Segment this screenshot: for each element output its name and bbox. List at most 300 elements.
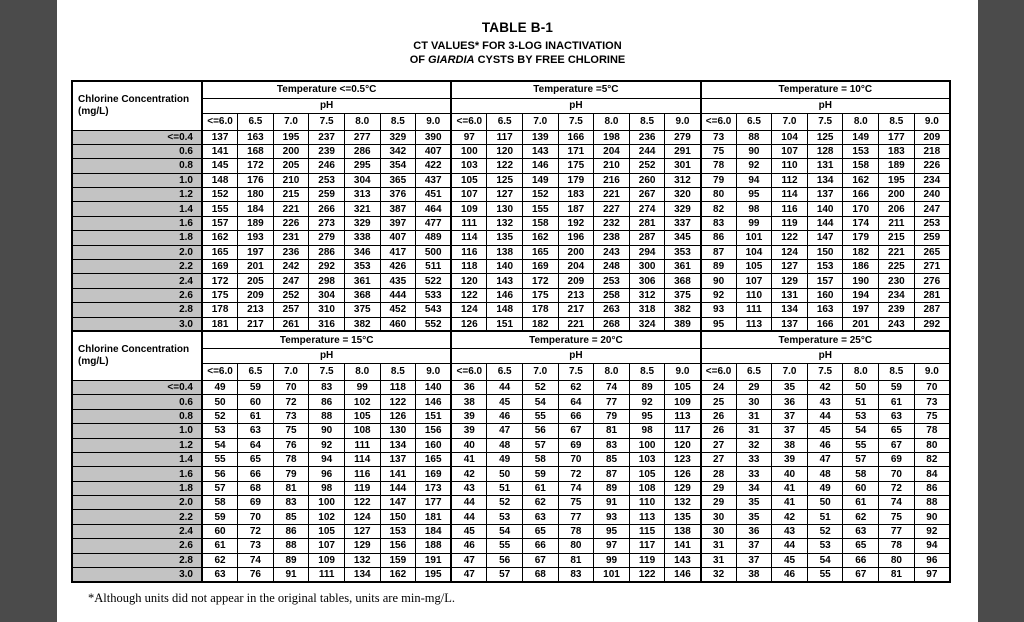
ct-value-cell: 174: [843, 216, 879, 230]
table-row: [72, 159, 950, 173]
ct-value-cell: 464: [416, 202, 452, 216]
ph-header-row: [72, 348, 950, 363]
ct-value-cell: 316: [309, 317, 345, 331]
table-row: [72, 231, 950, 245]
ct-value-cell: 134: [344, 568, 380, 582]
chlorine-row-label: 3.0: [72, 317, 202, 331]
ct-value-cell: 111: [736, 303, 772, 317]
table-row: [72, 317, 950, 331]
ct-value-cell: 116: [344, 467, 380, 481]
ct-value-cell: 260: [629, 173, 665, 187]
ct-value-cell: 43: [772, 524, 808, 538]
ph-column-header: <=6.0: [701, 113, 737, 130]
ct-value-cell: 152: [202, 188, 238, 202]
ct-value-cell: 40: [451, 438, 487, 452]
ph-column-header: 8.5: [629, 113, 665, 130]
ct-value-cell: 80: [701, 188, 737, 202]
ct-value-cell: 129: [772, 274, 808, 288]
ct-value-cell: 85: [594, 452, 630, 466]
ct-value-cell: 52: [202, 409, 238, 423]
ct-value-cell: 56: [487, 553, 523, 567]
ct-value-cell: 511: [416, 260, 452, 274]
table-row: [72, 380, 950, 394]
ct-value-cell: 70: [914, 380, 950, 394]
ct-value-cell: 324: [629, 317, 665, 331]
ph-column-header: 8.5: [380, 113, 416, 130]
ct-value-cell: 77: [594, 395, 630, 409]
ct-value-cell: 117: [487, 130, 523, 144]
table-row: [72, 510, 950, 524]
ct-value-cell: 47: [807, 452, 843, 466]
ct-value-cell: 143: [665, 553, 701, 567]
ph-header: pH: [202, 98, 451, 113]
ph-column-header: 8.0: [344, 113, 380, 130]
ct-value-cell: 29: [701, 481, 737, 495]
ct-value-cell: 83: [273, 496, 309, 510]
temperature-header: Temperature <=0.5°C: [202, 81, 451, 98]
ct-value-cell: 55: [522, 409, 558, 423]
ct-value-cell: 257: [273, 303, 309, 317]
ct-value-cell: 54: [487, 524, 523, 538]
ct-value-cell: 160: [416, 438, 452, 452]
ct-value-cell: 92: [914, 524, 950, 538]
ct-value-cell: 36: [736, 524, 772, 538]
chlorine-row-label: 0.6: [72, 144, 202, 158]
viewer-left-gutter: [0, 0, 57, 622]
ct-value-cell: 90: [309, 424, 345, 438]
ct-value-cell: 146: [522, 159, 558, 173]
ph-column-header: 7.0: [772, 113, 808, 130]
ct-value-cell: 108: [344, 424, 380, 438]
ct-value-cell: 451: [416, 188, 452, 202]
table-row: [72, 424, 950, 438]
ct-value-cell: 287: [629, 231, 665, 245]
ct-value-cell: 389: [665, 317, 701, 331]
ct-value-cell: 127: [487, 188, 523, 202]
ct-value-cell: 191: [416, 553, 452, 567]
ct-value-cell: 109: [451, 202, 487, 216]
temperature-header-row: [72, 331, 950, 348]
ct-value-cell: 70: [558, 452, 594, 466]
ct-value-cell: 80: [914, 438, 950, 452]
ct-value-cell: 96: [914, 553, 950, 567]
ct-value-cell: 83: [309, 380, 345, 394]
chlorine-row-label: <=0.4: [72, 380, 202, 394]
ct-value-cell: 143: [522, 144, 558, 158]
ct-value-cell: 365: [380, 173, 416, 187]
ct-value-cell: 60: [238, 395, 274, 409]
ph-column-header: 8.5: [380, 363, 416, 380]
ct-value-cell: 130: [487, 202, 523, 216]
ct-value-cell: 86: [273, 524, 309, 538]
ct-value-cell: 195: [273, 130, 309, 144]
ph-header: pH: [202, 348, 451, 363]
ct-value-cell: 55: [807, 568, 843, 582]
ct-value-cell: 102: [344, 395, 380, 409]
chlorine-row-label: 1.2: [72, 438, 202, 452]
ct-value-cell: 137: [202, 130, 238, 144]
ph-header: pH: [701, 348, 950, 363]
ct-value-cell: 134: [380, 438, 416, 452]
ct-value-cell: 72: [879, 481, 915, 495]
ct-value-cell: 192: [558, 216, 594, 230]
ct-value-cell: 39: [451, 409, 487, 423]
chlorine-concentration-header: Chlorine Concentration (mg/L): [72, 331, 202, 380]
ct-value-cell: 172: [522, 274, 558, 288]
ct-value-cell: 118: [451, 260, 487, 274]
ct-value-cell: 345: [665, 231, 701, 245]
ct-value-cell: 105: [344, 409, 380, 423]
ct-value-cell: 148: [202, 173, 238, 187]
ct-value-cell: 98: [629, 424, 665, 438]
ct-value-cell: 115: [629, 524, 665, 538]
ph-header: pH: [451, 348, 700, 363]
table-row: [72, 188, 950, 202]
ct-value-cell: 58: [202, 496, 238, 510]
ct-value-cell: 98: [736, 202, 772, 216]
temperature-header-row: [72, 81, 950, 98]
ct-value-cell: 166: [843, 188, 879, 202]
ct-value-cell: 65: [879, 424, 915, 438]
table-row: [72, 467, 950, 481]
ct-value-cell: 122: [380, 395, 416, 409]
ct-value-cell: 31: [701, 553, 737, 567]
ct-value-cell: 368: [665, 274, 701, 288]
ct-value-cell: 279: [309, 231, 345, 245]
ct-value-cell: 107: [451, 188, 487, 202]
ph-column-header-row: [72, 113, 950, 130]
ct-value-cell: 306: [629, 274, 665, 288]
ct-value-cell: 27: [701, 452, 737, 466]
ct-value-cell: 129: [344, 539, 380, 553]
ct-value-cell: 198: [594, 130, 630, 144]
ct-value-cell: 182: [522, 317, 558, 331]
ct-value-cell: 59: [522, 467, 558, 481]
ct-value-cell: 134: [772, 303, 808, 317]
ct-value-cell: 153: [380, 524, 416, 538]
ct-value-cell: 248: [594, 260, 630, 274]
ct-value-cell: 122: [772, 231, 808, 245]
ct-value-cell: 140: [416, 380, 452, 394]
ct-value-cell: 259: [914, 231, 950, 245]
ct-value-cell: 170: [843, 202, 879, 216]
ct-value-cell: 93: [701, 303, 737, 317]
ct-value-cell: 81: [558, 553, 594, 567]
ct-value-cell: 417: [380, 245, 416, 259]
ct-value-cell: 500: [416, 245, 452, 259]
ph-column-header: 7.0: [522, 113, 558, 130]
ph-column-header: 8.5: [879, 113, 915, 130]
ct-value-cell: 75: [879, 510, 915, 524]
chlorine-row-label: 1.6: [72, 467, 202, 481]
temperature-header: Temperature = 25°C: [701, 331, 950, 348]
ct-value-cell: 197: [843, 303, 879, 317]
ct-value-cell: 236: [273, 245, 309, 259]
ct-value-cell: 83: [701, 216, 737, 230]
ct-value-cell: 298: [309, 274, 345, 288]
ct-value-cell: 252: [629, 159, 665, 173]
ct-value-cell: 69: [238, 496, 274, 510]
table-row: [72, 303, 950, 317]
ct-value-cell: 239: [879, 303, 915, 317]
table-row: [72, 260, 950, 274]
ph-column-header: 6.5: [487, 363, 523, 380]
ph-column-header: 8.0: [843, 113, 879, 130]
ct-value-cell: 522: [416, 274, 452, 288]
ct-value-cell: 88: [736, 130, 772, 144]
ct-value-cell: 193: [238, 231, 274, 245]
ph-column-header: 9.0: [665, 113, 701, 130]
ct-value-cell: 46: [451, 539, 487, 553]
ct-value-cell: 206: [879, 202, 915, 216]
ct-value-cell: 292: [914, 317, 950, 331]
ct-value-cell: 83: [594, 438, 630, 452]
ct-value-cell: 44: [451, 510, 487, 524]
ct-value-cell: 66: [238, 467, 274, 481]
ct-value-cell: 103: [451, 159, 487, 173]
ct-value-cell: 301: [665, 159, 701, 173]
ct-value-cell: 277: [344, 130, 380, 144]
ct-value-cell: 292: [309, 260, 345, 274]
ct-value-cell: 137: [807, 188, 843, 202]
ct-value-cell: 312: [629, 288, 665, 302]
ct-value-cell: 129: [665, 481, 701, 495]
ct-value-cell: 137: [772, 317, 808, 331]
ph-column-header: 9.0: [914, 113, 950, 130]
ph-column-header: 7.0: [772, 363, 808, 380]
ct-value-cell: 221: [594, 188, 630, 202]
ct-value-cell: 149: [843, 130, 879, 144]
ct-value-cell: 50: [487, 467, 523, 481]
ct-value-cell: 195: [416, 568, 452, 582]
ct-value-cell: 44: [451, 496, 487, 510]
ct-value-cell: 63: [522, 510, 558, 524]
ct-value-cell: 267: [629, 188, 665, 202]
ct-value-cell: 82: [701, 202, 737, 216]
ct-value-cell: 179: [558, 173, 594, 187]
ct-value-cell: 183: [558, 188, 594, 202]
chlorine-row-label: 1.8: [72, 231, 202, 245]
ct-value-cell: 105: [736, 260, 772, 274]
ct-value-cell: 166: [807, 317, 843, 331]
ct-value-cell: 50: [202, 395, 238, 409]
ct-value-cell: 286: [309, 245, 345, 259]
ct-value-cell: 287: [914, 303, 950, 317]
ct-value-cell: 38: [772, 438, 808, 452]
ct-value-cell: 88: [309, 409, 345, 423]
ct-value-cell: 141: [202, 144, 238, 158]
ct-value-cell: 68: [522, 568, 558, 582]
ct-value-cell: 294: [629, 245, 665, 259]
ct-value-cell: 35: [736, 496, 772, 510]
ct-value-cell: 126: [665, 467, 701, 481]
ct-value-cell: 66: [522, 539, 558, 553]
ct-value-cell: 57: [202, 481, 238, 495]
ct-value-cell: 165: [416, 452, 452, 466]
ct-value-cell: 184: [238, 202, 274, 216]
ct-value-cell: 145: [202, 159, 238, 173]
ct-value-cell: 183: [879, 144, 915, 158]
table-row: [72, 553, 950, 567]
ct-value-cell: 176: [238, 173, 274, 187]
ct-value-cell: 552: [416, 317, 452, 331]
ct-value-cell: 173: [416, 481, 452, 495]
ct-value-cell: 60: [202, 524, 238, 538]
ct-value-cell: 63: [843, 524, 879, 538]
ct-value-cell: 54: [202, 438, 238, 452]
ct-value-cell: 196: [558, 231, 594, 245]
ct-value-cell: 95: [594, 524, 630, 538]
ct-value-cell: 240: [914, 188, 950, 202]
ph-header-row: [72, 98, 950, 113]
ph-column-header: 9.0: [914, 363, 950, 380]
ct-value-cell: 144: [380, 481, 416, 495]
table-row: [72, 539, 950, 553]
ct-value-cell: 53: [843, 409, 879, 423]
ph-column-header: <=6.0: [701, 363, 737, 380]
ct-value-cell: 304: [344, 173, 380, 187]
ct-value-cell: 321: [344, 202, 380, 216]
ct-value-cell: 177: [879, 130, 915, 144]
chlorine-row-label: 2.0: [72, 496, 202, 510]
ct-value-cell: 313: [344, 188, 380, 202]
ct-value-cell: 43: [807, 395, 843, 409]
ct-value-cell: 175: [522, 288, 558, 302]
ct-value-cell: 105: [665, 380, 701, 394]
ct-value-cell: 91: [273, 568, 309, 582]
ph-column-header: 8.0: [594, 113, 630, 130]
chlorine-row-label: 2.2: [72, 510, 202, 524]
ct-value-cell: 242: [273, 260, 309, 274]
ct-value-cell: 76: [273, 438, 309, 452]
ct-value-cell: 452: [380, 303, 416, 317]
ph-column-header: 6.5: [736, 113, 772, 130]
chlorine-row-label: 1.0: [72, 424, 202, 438]
ct-value-cell: 110: [736, 288, 772, 302]
temperature-header: Temperature = 20°C: [451, 331, 700, 348]
ct-value-cell: 131: [772, 288, 808, 302]
ct-value-cell: 107: [309, 539, 345, 553]
ct-value-cell: 141: [665, 539, 701, 553]
ph-column-header: 7.0: [273, 113, 309, 130]
table-row: [72, 173, 950, 187]
ct-value-cell: 125: [487, 173, 523, 187]
ct-value-cell: 55: [202, 452, 238, 466]
ct-value-cell: 253: [594, 274, 630, 288]
ct-value-cell: 252: [273, 288, 309, 302]
ct-value-cell: 26: [701, 424, 737, 438]
footnote: *Although units did not appear in the original tables, units are min-mg/L.: [88, 590, 455, 605]
ct-value-cell: 64: [558, 395, 594, 409]
ph-column-header: 6.5: [238, 363, 274, 380]
ct-value-cell: 76: [238, 568, 274, 582]
chlorine-row-label: 1.4: [72, 202, 202, 216]
ct-value-cell: 134: [807, 173, 843, 187]
ct-value-cell: 75: [701, 144, 737, 158]
ct-value-cell: 99: [736, 216, 772, 230]
ct-value-cell: 32: [736, 438, 772, 452]
ct-value-cell: 318: [629, 303, 665, 317]
temperature-header: Temperature = 10°C: [701, 81, 950, 98]
ct-value-cell: 29: [701, 496, 737, 510]
ct-value-cell: 489: [416, 231, 452, 245]
ct-value-cell: 126: [380, 409, 416, 423]
ct-value-cell: 87: [701, 245, 737, 259]
subtitle-post: CYSTS BY FREE CHLORINE: [477, 54, 626, 66]
ct-value-cell: 163: [238, 130, 274, 144]
ct-value-cell: 70: [238, 510, 274, 524]
ct-value-cell: 172: [202, 274, 238, 288]
ct-value-cell: 78: [558, 524, 594, 538]
ph-column-header: <=6.0: [451, 113, 487, 130]
ct-value-cell: 205: [273, 159, 309, 173]
ct-value-cell: 45: [807, 424, 843, 438]
ct-value-cell: 169: [522, 260, 558, 274]
ct-value-cell: 236: [629, 130, 665, 144]
ct-value-cell: 52: [807, 524, 843, 538]
ct-value-cell: 98: [309, 481, 345, 495]
ct-value-cell: 246: [309, 159, 345, 173]
ct-value-cell: 279: [665, 130, 701, 144]
ct-value-cell: 125: [807, 130, 843, 144]
ct-value-cell: 97: [451, 130, 487, 144]
ct-value-cell: 95: [629, 409, 665, 423]
ct-value-cell: 197: [238, 245, 274, 259]
ct-value-cell: 41: [772, 481, 808, 495]
ct-value-cell: 149: [522, 173, 558, 187]
ph-column-header: 8.5: [879, 363, 915, 380]
ct-value-cell: 218: [914, 144, 950, 158]
ct-value-cell: 137: [380, 452, 416, 466]
ct-value-cell: 150: [380, 510, 416, 524]
ct-value-cell: 73: [701, 130, 737, 144]
table-title: TABLE B-1: [481, 20, 554, 35]
ct-value-cell: 78: [273, 452, 309, 466]
title-block: [57, 0, 978, 67]
ct-value-cell: 263: [594, 303, 630, 317]
ct-value-cell: 53: [807, 539, 843, 553]
ct-value-cell: 169: [202, 260, 238, 274]
ct-value-cell: 114: [772, 188, 808, 202]
ct-value-cell: 201: [238, 260, 274, 274]
temperature-header: Temperature =5°C: [451, 81, 700, 98]
ct-value-cell: 43: [451, 481, 487, 495]
ct-value-cell: 51: [487, 481, 523, 495]
ct-value-cell: 86: [914, 481, 950, 495]
ct-value-cell: 150: [807, 245, 843, 259]
ct-value-cell: 204: [594, 144, 630, 158]
ct-value-cell: 33: [736, 452, 772, 466]
ct-value-cell: 181: [416, 510, 452, 524]
ct-value-cell: 31: [736, 409, 772, 423]
chlorine-row-label: 2.4: [72, 274, 202, 288]
ph-column-header: 8.0: [594, 363, 630, 380]
ct-value-cell: 122: [451, 288, 487, 302]
ct-value-cell: 300: [629, 260, 665, 274]
ct-value-cell: 30: [701, 510, 737, 524]
ct-value-cell: 281: [914, 288, 950, 302]
ct-value-cell: 45: [451, 524, 487, 538]
ct-value-cell: 109: [665, 395, 701, 409]
chlorine-row-label: 0.8: [72, 159, 202, 173]
ct-value-cell: 25: [701, 395, 737, 409]
ct-value-cell: 162: [380, 568, 416, 582]
ct-value-cell: 291: [665, 144, 701, 158]
ct-value-cell: 209: [558, 274, 594, 288]
ct-value-cell: 337: [665, 216, 701, 230]
ct-value-cell: 221: [273, 202, 309, 216]
ct-value-cell: 329: [380, 130, 416, 144]
